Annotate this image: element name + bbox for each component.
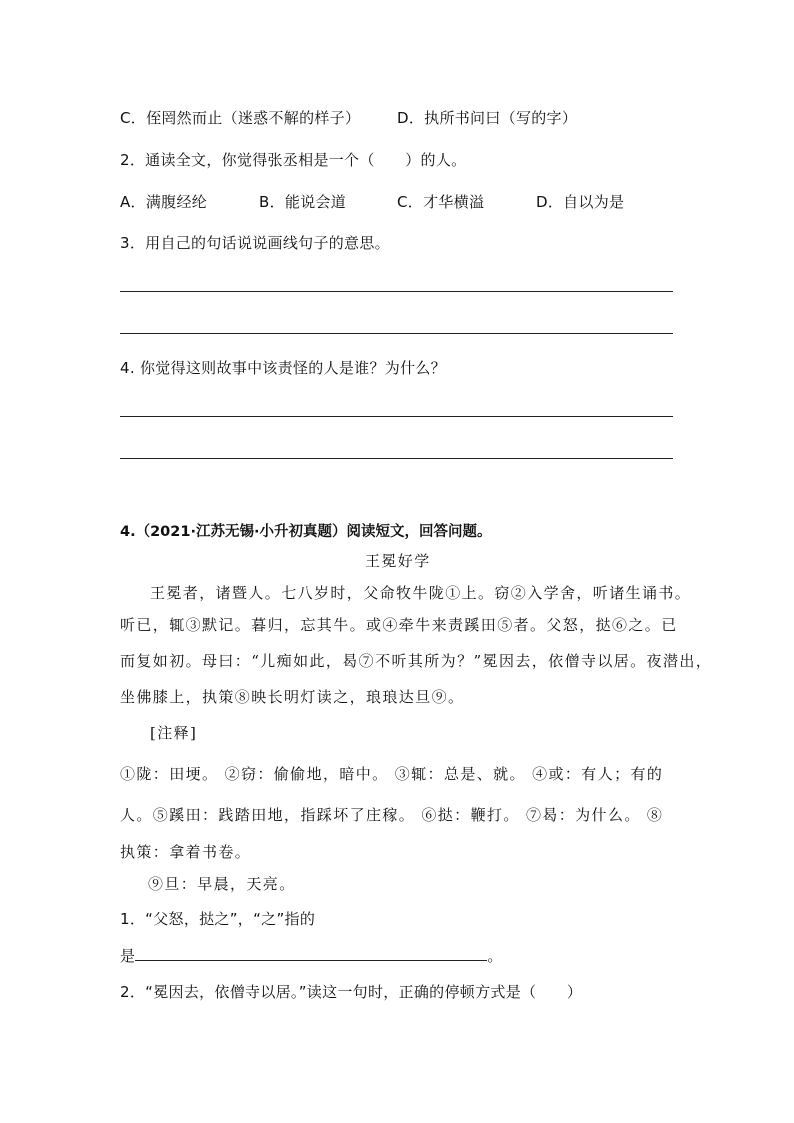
q2-option-a: A．满腹经纶 bbox=[120, 193, 208, 211]
note-line: 人。⑤蹊田：践踏田地，指踩坏了庄稼。 ⑥挞：鞭打。 ⑦曷：为什么。 ⑧ bbox=[120, 806, 664, 824]
answer-suffix: 。 bbox=[487, 947, 503, 965]
note-line: ⑨旦：早晨，天亮。 bbox=[148, 875, 296, 893]
passage-line: 听已，辄③默记。暮归，忘其牛。或④牵牛来责蹊田⑤者。父怒，挞⑥之。已 bbox=[120, 616, 678, 634]
option-c: C．侄罔然而止（迷惑不解的样子） bbox=[120, 109, 361, 127]
answer-line[interactable] bbox=[120, 416, 673, 417]
sub-question-1-answer bbox=[120, 944, 503, 966]
sub-question-1: 1．“父怒，挞之”，“之”指的 bbox=[120, 910, 316, 928]
passage-line: 坐佛膝上，执策⑧映长明灯读之，琅琅达旦⑨。 bbox=[120, 688, 465, 706]
option-d: D．执所书问曰（写的字） bbox=[397, 109, 578, 127]
q2-option-d: D．自以为是 bbox=[536, 193, 625, 211]
passage-title: 王冕好学 bbox=[365, 552, 431, 570]
section-heading: 4.（2021·江苏无锡·小升初真题）阅读短文，回答问题。 bbox=[120, 524, 492, 540]
answer-line[interactable] bbox=[120, 291, 673, 292]
answer-line[interactable] bbox=[120, 458, 673, 459]
sub-question-2: 2．“冕因去，依僧寺以居。”读这一句时，正确的停顿方式是（ ） bbox=[120, 983, 583, 1001]
note-line: ①陇：田埂。 ②窃：偷偷地，暗中。 ③辄：总是、就。 ④或：有人；有的 bbox=[120, 765, 664, 783]
answer-blank[interactable] bbox=[135, 944, 487, 961]
answer-prefix: 是 bbox=[120, 947, 136, 965]
passage-line: 而复如初。母曰：“儿痴如此，曷⑦不听其所为？”冕因去，依僧寺以居。夜潜出， bbox=[120, 652, 713, 670]
q2-option-b: B．能说会道 bbox=[259, 193, 347, 211]
q2-option-c: C．才华横溢 bbox=[397, 193, 485, 211]
question-4-stem: 4. 你觉得这则故事中该责怪的人是谁？为什么？ bbox=[120, 359, 446, 377]
note-line: 执策：拿着书卷。 bbox=[120, 843, 252, 861]
answer-line[interactable] bbox=[120, 333, 673, 334]
question-2-stem: 2．通读全文，你觉得张丞相是一个（ ）的人。 bbox=[120, 151, 467, 169]
question-3-stem: 3．用自己的句话说说画线句子的意思。 bbox=[120, 234, 390, 252]
passage-line: 王冕者，诸暨人。七八岁时，父命牧牛陇①上。窃②入学舍，听诸生诵书。 bbox=[150, 584, 692, 602]
notes-label: [注释] bbox=[150, 724, 198, 742]
